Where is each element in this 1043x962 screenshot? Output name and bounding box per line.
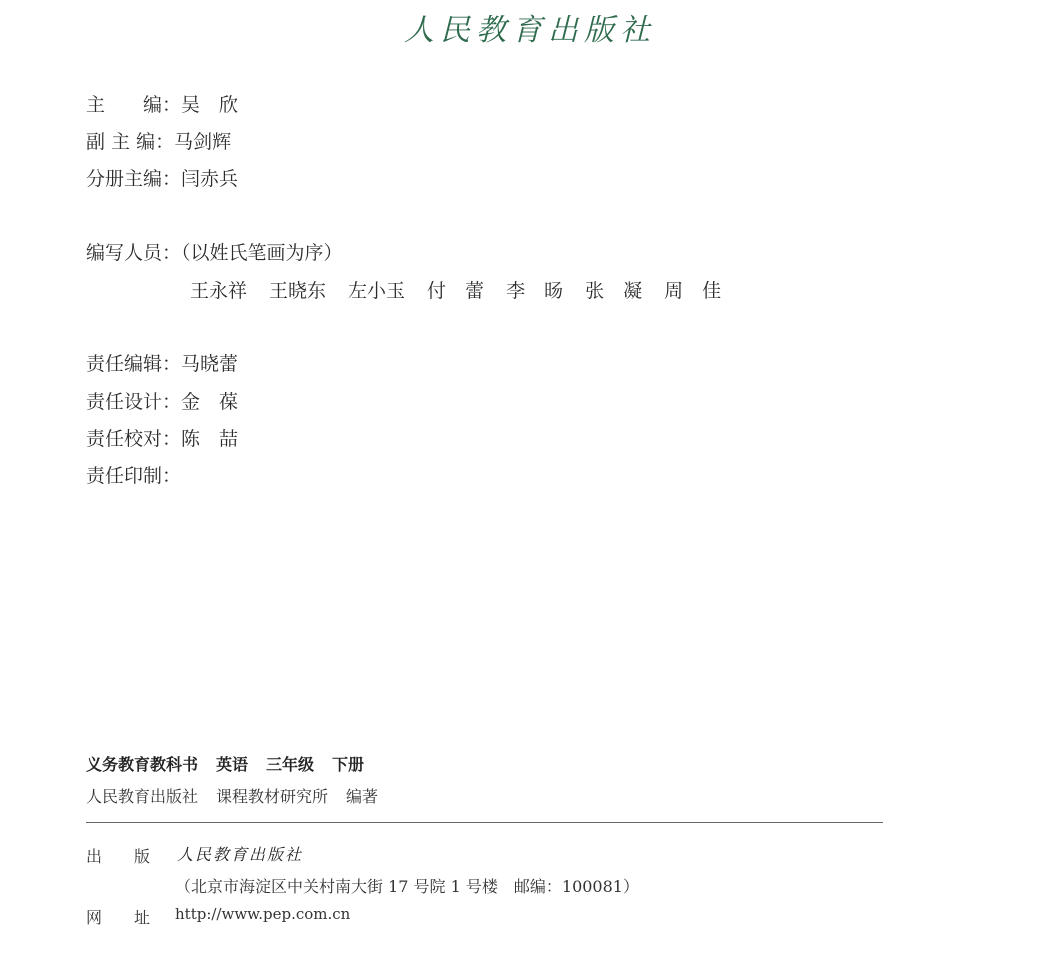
volume-editor-value: 闫赤兵 xyxy=(181,168,239,190)
website-label: 网 址 xyxy=(86,908,151,927)
book-grade: 三年级 xyxy=(266,755,315,774)
responsible-print-row xyxy=(86,464,181,488)
divider-rule xyxy=(86,822,883,823)
publisher-logo xyxy=(380,6,680,50)
compiler-line xyxy=(86,784,396,807)
compiler-dept: 课程教材研究所 xyxy=(216,787,329,806)
writer-name: 王晓东 xyxy=(269,280,327,302)
writer-name: 李 旸 xyxy=(506,280,564,302)
responsible-proof-row xyxy=(86,427,238,451)
book-volume: 下册 xyxy=(332,755,365,774)
responsible-editor-label: 责任编辑： xyxy=(86,353,182,375)
compiler-role: 编著 xyxy=(346,787,379,806)
responsible-editor-row xyxy=(86,352,238,376)
chief-editor-value: 吴 欣 xyxy=(181,94,239,116)
chief-editor-label: 主 编： xyxy=(86,94,182,116)
publisher-address: （北京市海淀区中关村南大街 17 号院 1 号楼 邮编：100081） xyxy=(175,877,639,896)
publisher-logo-text: 人民教育出版社 xyxy=(404,13,656,48)
deputy-editor-label: 副 主 编： xyxy=(86,131,175,153)
writers-list xyxy=(190,279,721,303)
chief-editor-row xyxy=(86,93,238,117)
responsible-proof-value: 陈 喆 xyxy=(181,428,239,450)
responsible-design-label: 责任设计： xyxy=(86,391,182,413)
responsible-editor-value: 马晓蕾 xyxy=(181,353,239,375)
book-series: 义务教育教科书 xyxy=(86,755,199,774)
writers-label: 编写人员：（以姓氏笔画为序） xyxy=(86,242,343,264)
writer-name: 周 佳 xyxy=(664,280,722,302)
responsible-design-row xyxy=(86,390,238,414)
deputy-editor-value: 马剑辉 xyxy=(174,131,232,153)
writer-name: 张 凝 xyxy=(585,280,643,302)
publisher-website[interactable]: http://www.pep.com.cn xyxy=(175,905,351,923)
responsible-design-value: 金 葆 xyxy=(181,391,239,413)
writer-name: 付 蕾 xyxy=(427,280,485,302)
volume-editor-row xyxy=(86,167,238,191)
publish-label: 出 版 xyxy=(86,847,151,866)
writer-name: 王永祥 xyxy=(190,280,248,302)
publisher-logo-small xyxy=(175,842,320,866)
responsible-print-label: 责任印制： xyxy=(86,465,182,487)
compiler-org: 人民教育出版社 xyxy=(86,787,199,806)
responsible-proof-label: 责任校对： xyxy=(86,428,182,450)
publisher-logo-small-text: 人民教育出版社 xyxy=(177,845,304,864)
writer-name: 左小玉 xyxy=(348,280,406,302)
deputy-editor-row xyxy=(86,130,231,154)
book-title xyxy=(86,752,382,775)
book-subject: 英语 xyxy=(216,755,249,774)
volume-editor-label: 分册主编： xyxy=(86,168,182,190)
